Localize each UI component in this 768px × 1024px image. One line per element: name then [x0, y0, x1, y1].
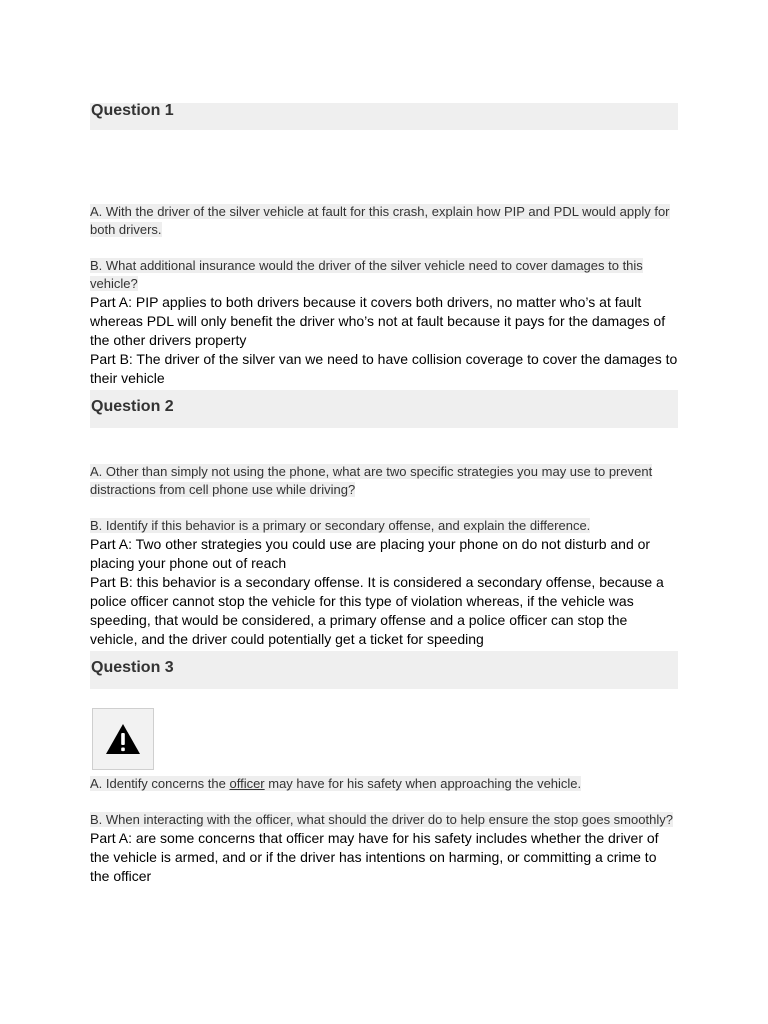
question-1-prompt-b: B. What additional insurance would the driver of the silver vehicle need to cover damages to this vehicle?	[90, 258, 643, 291]
warning-icon	[105, 723, 141, 755]
question-3-title: Question 3	[91, 659, 174, 676]
officer-link[interactable]: officer	[229, 776, 265, 791]
question-3-heading	[90, 651, 678, 689]
question-1-prompt-a: A. With the driver of the silver vehicle at fault for this crash, explain how PIP and PDL would apply for both drivers.	[90, 204, 670, 237]
question-1-heading	[90, 103, 678, 130]
document-page	[90, 0, 678, 886]
question-2-heading	[90, 390, 678, 428]
question-3-prompt-b: B. When interacting with the officer, what should the driver do to help ensure the stop goes smoothly?	[90, 812, 673, 827]
question-2-answer-b: Part B: this behavior is a secondary offense. It is considered a secondary offense, because a police officer cannot stop the vehicle for this type of violation whereas, if the vehicle was speeding, that would be considered, a primary offense and a police officer can stop the vehicle, and the driver could potentially get a ticket for speeding	[90, 574, 664, 647]
question-1-answer-b: Part B: The driver of the silver van we need to have collision coverage to cover the damages to their vehicle	[90, 351, 678, 386]
question-1-title: Question 1	[91, 102, 174, 119]
question-2-prompt-a: A. Other than simply not using the phone, what are two specific strategies you may use to prevent distractions from cell phone use while driving?	[90, 464, 653, 497]
question-3-answer-a: Part A: are some concerns that officer may have for his safety includes whether the driver of the vehicle is armed, and or if the driver has intentions on harming, or committing a crime to the officer	[90, 830, 659, 884]
question-3-prompt-a: A. Identify concerns the officer may have for his safety when approaching the vehicle.	[90, 776, 582, 791]
question-1-answer-a: Part A: PIP applies to both drivers because it covers both drivers, no matter who’s at fault whereas PDL will only benefit the driver who’s not at fault because it pays for the damages of the other drivers property	[90, 294, 666, 348]
broken-image-placeholder	[92, 708, 154, 770]
question-2-title: Question 2	[91, 398, 174, 415]
question-2-answer-a: Part A: Two other strategies you could use are placing your phone on do not disturb and or placing your phone out of reach	[90, 536, 651, 571]
question-2-prompt-b: B. Identify if this behavior is a primary or secondary offense, and explain the difference.	[90, 518, 591, 533]
